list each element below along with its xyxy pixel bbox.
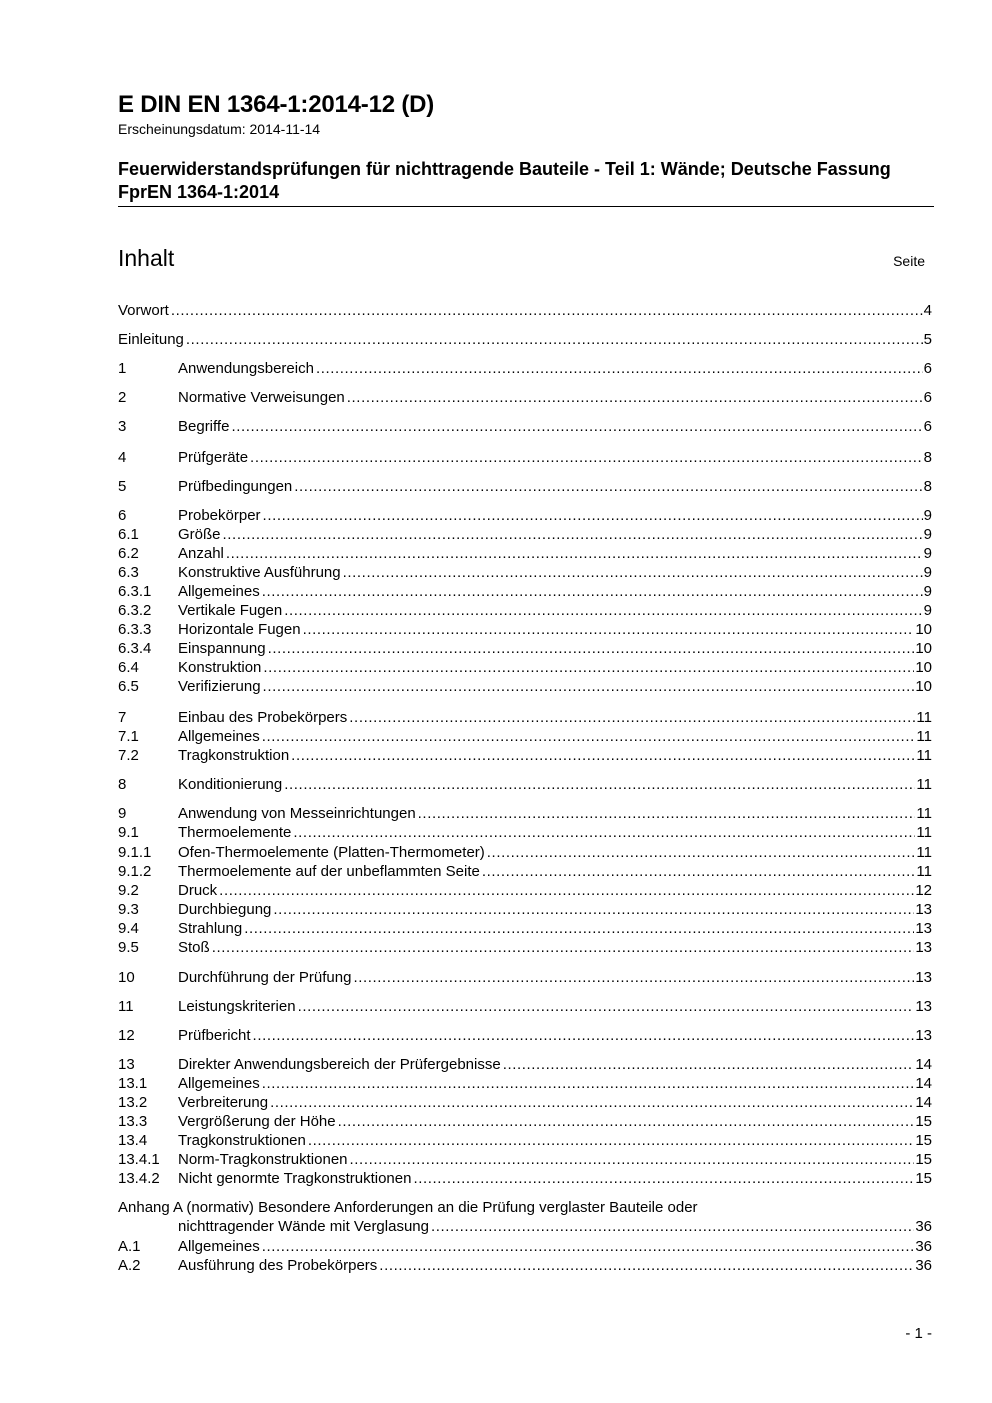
toc-entry[interactable] — [118, 582, 932, 601]
toc-entry-page: 12 — [915, 882, 932, 899]
toc-entry-page: 14 — [915, 1056, 932, 1073]
toc-entry-page: 11 — [916, 805, 932, 822]
toc-entry-page: 10 — [915, 659, 932, 676]
toc-leader-dots — [262, 727, 916, 746]
toc-leader-dots — [244, 919, 914, 938]
toc-entry-title: Ofen-Thermoelemente (Platten-Thermometer) — [178, 844, 485, 861]
toc-entry[interactable] — [118, 563, 932, 582]
toc-entry[interactable] — [118, 900, 932, 919]
toc-entry[interactable] — [118, 1217, 932, 1236]
toc-entry[interactable] — [118, 620, 932, 639]
toc-entry-title: Durchbiegung — [178, 901, 272, 918]
toc-entry-title: Thermoelemente — [178, 824, 292, 841]
toc-entry[interactable] — [118, 330, 932, 349]
toc-leader-dots — [338, 1112, 915, 1131]
toc-entry-page: 13 — [915, 901, 932, 918]
toc-leader-dots — [293, 823, 915, 842]
toc-entry-number: 9.1.2 — [118, 863, 152, 880]
toc-entry-page: 36 — [915, 1257, 932, 1274]
toc-leader-dots — [503, 1055, 915, 1074]
toc-leader-dots — [263, 658, 914, 677]
toc-entry[interactable] — [118, 448, 932, 467]
toc-entry-title: Einbau des Probekörpers — [178, 709, 348, 726]
toc-entry[interactable] — [118, 1169, 932, 1188]
toc-entry-number: 6.3 — [118, 564, 139, 581]
document-title: E DIN EN 1364-1:2014-12 (D) — [118, 91, 435, 118]
toc-entry-page: 9 — [923, 602, 932, 619]
toc-entry-page: 11 — [916, 844, 932, 861]
toc-leader-dots — [347, 388, 923, 407]
toc-entry-title: Verifizierung — [178, 678, 261, 695]
toc-entry-page: 15 — [915, 1151, 932, 1168]
toc-entry[interactable] — [118, 525, 932, 544]
toc-entry[interactable] — [118, 919, 932, 938]
toc-annex-title: Anhang A (normativ) Besondere Anforderungen an die Prüfung verglaster Bauteile oder — [118, 1199, 698, 1216]
toc-entry-title: Probekörper — [178, 507, 261, 524]
toc-entry-title: Leistungskriterien — [178, 998, 296, 1015]
header-divider — [118, 206, 934, 207]
toc-leader-dots — [353, 968, 914, 987]
toc-leader-dots — [250, 448, 923, 467]
toc-leader-dots — [487, 843, 916, 862]
toc-entry-page: 11 — [916, 728, 932, 745]
toc-entry-title: Konstruktion — [178, 659, 262, 676]
toc-annex-heading[interactable] — [118, 1198, 932, 1217]
toc-entry-title: Tragkonstruktion — [178, 747, 290, 764]
toc-entry-number: 12 — [118, 1027, 135, 1044]
toc-entry[interactable] — [118, 601, 932, 620]
toc-entry[interactable] — [118, 417, 932, 436]
toc-entry-number: 6 — [118, 507, 127, 524]
toc-entry-page: 15 — [915, 1170, 932, 1187]
toc-entry[interactable] — [118, 677, 932, 696]
toc-entry-number: 13.1 — [118, 1075, 148, 1092]
toc-leader-dots — [418, 804, 916, 823]
toc-entry-page: 6 — [923, 418, 932, 435]
toc-leader-dots — [291, 746, 915, 765]
toc-entry-number: 13.4.1 — [118, 1151, 160, 1168]
toc-entry-page: 14 — [915, 1094, 932, 1111]
toc-entry-number: 6.3.2 — [118, 602, 152, 619]
toc-leader-dots — [284, 601, 922, 620]
toc-entry-page: 10 — [915, 621, 932, 638]
toc-entry-title: Allgemeines — [178, 583, 260, 600]
toc-entry[interactable] — [118, 301, 932, 320]
toc-entry-title: Nicht genormte Tragkonstruktionen — [178, 1170, 412, 1187]
toc-entry[interactable] — [118, 746, 932, 765]
toc-entry-title: Konditionierung — [178, 776, 283, 793]
toc-entry-page: 5 — [923, 331, 932, 348]
toc-leader-dots — [298, 997, 915, 1016]
toc-entry[interactable] — [118, 823, 932, 842]
toc-leader-dots — [219, 881, 914, 900]
toc-entry-number: 4 — [118, 449, 127, 466]
toc-entry-number: 7 — [118, 709, 127, 726]
toc-entry[interactable] — [118, 938, 932, 957]
toc-leader-dots — [186, 330, 923, 349]
toc-leader-dots — [212, 938, 915, 957]
toc-entry-number: 9.1 — [118, 824, 139, 841]
toc-entry[interactable] — [118, 727, 932, 746]
toc-entry-number: 6.4 — [118, 659, 139, 676]
toc-entry[interactable] — [118, 1131, 932, 1150]
toc-entry-number: 9.4 — [118, 920, 139, 937]
toc-entry-page: 8 — [923, 478, 932, 495]
toc-entry[interactable] — [118, 1074, 932, 1093]
toc-entry-title: Allgemeines — [178, 728, 260, 745]
toc-leader-dots — [413, 1169, 914, 1188]
toc-entry-page: 13 — [915, 998, 932, 1015]
toc-entry[interactable] — [118, 843, 932, 862]
toc-entry-title: Vertikale Fugen — [178, 602, 283, 619]
toc-entry-number: 6.2 — [118, 545, 139, 562]
toc-entry-page: 13 — [915, 969, 932, 986]
toc-entry-title: Normative Verweisungen — [178, 389, 345, 406]
toc-entry[interactable] — [118, 862, 932, 881]
toc-entry-number: 7.1 — [118, 728, 139, 745]
toc-entry[interactable] — [118, 775, 932, 794]
toc-entry-page: 9 — [923, 564, 932, 581]
toc-entry-page: 6 — [923, 360, 932, 377]
toc-leader-dots — [284, 775, 915, 794]
toc-entry-title: Horizontale Fugen — [178, 621, 301, 638]
toc-leader-dots — [316, 359, 923, 378]
toc-entry-page: 11 — [916, 776, 932, 793]
toc-entry-title: Einspannung — [178, 640, 266, 657]
toc-entry-title: Verbreiterung — [178, 1094, 269, 1111]
toc-entry[interactable] — [118, 804, 932, 823]
toc-entry-number: 13.4 — [118, 1132, 148, 1149]
toc-leader-dots — [379, 1256, 914, 1275]
toc-leader-dots — [171, 301, 923, 320]
toc-entry-number: 1 — [118, 360, 127, 377]
toc-leader-dots — [343, 563, 923, 582]
toc-entry-page: 36 — [915, 1218, 932, 1235]
toc-entry-page: 9 — [923, 545, 932, 562]
toc-entry-page: 11 — [916, 709, 932, 726]
toc-entry-title: Anzahl — [178, 545, 224, 562]
toc-entry[interactable] — [118, 997, 932, 1016]
toc-entry-title: Strahlung — [178, 920, 243, 937]
toc-entry-title: Prüfbericht — [178, 1027, 251, 1044]
toc-entry[interactable] — [118, 1256, 932, 1275]
toc-leader-dots — [308, 1131, 914, 1150]
toc-entry-number: 11 — [118, 998, 134, 1015]
toc-entry-number: 10 — [118, 969, 135, 986]
toc-entry-page: 6 — [923, 389, 932, 406]
toc-entry[interactable] — [118, 544, 932, 563]
toc-leader-dots — [294, 477, 922, 496]
toc-entry-title: Allgemeines — [178, 1238, 260, 1255]
toc-entry-page: 15 — [915, 1132, 932, 1149]
toc-entry-number: 9.5 — [118, 939, 139, 956]
toc-entry[interactable] — [118, 359, 932, 378]
toc-entry-number: 6.3.4 — [118, 640, 152, 657]
toc-entry-number: 9.3 — [118, 901, 139, 918]
toc-leader-dots — [263, 677, 915, 696]
toc-leader-dots — [226, 544, 923, 563]
toc-leader-dots — [268, 639, 915, 658]
toc-leader-dots — [223, 525, 923, 544]
toc-entry[interactable] — [118, 658, 932, 677]
toc-entry-number: A.1 — [118, 1238, 141, 1255]
toc-entry-page: 10 — [915, 640, 932, 657]
toc-entry-number — [118, 1217, 178, 1236]
toc-entry-title: Prüfbedingungen — [178, 478, 293, 495]
toc-entry-title: Vorwort — [118, 302, 169, 319]
toc-leader-dots — [350, 1150, 915, 1169]
toc-heading: Inhalt — [118, 245, 175, 271]
toc-entry-number: 13.3 — [118, 1113, 148, 1130]
toc-entry-number: 7.2 — [118, 747, 139, 764]
toc-entry-number: A.2 — [118, 1257, 141, 1274]
toc-leader-dots — [262, 1074, 915, 1093]
toc-entry-page: 10 — [915, 678, 932, 695]
toc-leader-dots — [262, 1237, 915, 1256]
toc-entry-number: 9.2 — [118, 882, 139, 899]
toc-entry[interactable] — [118, 639, 932, 658]
toc-entry-page: 13 — [915, 1027, 932, 1044]
toc-entry-title: Einleitung — [118, 331, 184, 348]
toc-entry-title: Prüfgeräte — [178, 449, 249, 466]
toc-entry-title: Durchführung der Prüfung — [178, 969, 352, 986]
toc-leader-dots — [482, 862, 916, 881]
toc-entry-number: 13.4.2 — [118, 1170, 160, 1187]
toc-entry-number: 8 — [118, 776, 127, 793]
toc-entry-title: Norm-Tragkonstruktionen — [178, 1151, 348, 1168]
toc-entry-number: 13 — [118, 1056, 135, 1073]
toc-entry-title: Allgemeines — [178, 1075, 260, 1092]
toc-leader-dots — [431, 1217, 914, 1236]
toc-entry[interactable] — [118, 708, 932, 727]
toc-entry-title: Thermoelemente auf der unbeflammten Seite — [178, 863, 480, 880]
toc-entry-number: 2 — [118, 389, 127, 406]
toc-entry[interactable] — [118, 388, 932, 407]
toc-entry-page: 36 — [915, 1238, 932, 1255]
toc-entry-number: 6.5 — [118, 678, 139, 695]
toc-entry[interactable] — [118, 1150, 932, 1169]
toc-entry-page: 11 — [916, 747, 932, 764]
toc-entry-title: Begriffe — [178, 418, 230, 435]
toc-entry-title: Tragkonstruktionen — [178, 1132, 306, 1149]
toc-leader-dots — [270, 1093, 914, 1112]
toc-leader-dots — [253, 1026, 915, 1045]
toc-leader-dots — [262, 582, 923, 601]
document-subtitle: Feuerwiderstandsprüfungen für nichttragende Bauteile - Teil 1: Wände; Deutsche Fassung FprEN 1364-1:2014 — [118, 159, 891, 202]
toc-entry-number: 3 — [118, 418, 127, 435]
toc-leader-dots — [303, 620, 915, 639]
toc-entry-title: Direkter Anwendungsbereich der Prüfergebnisse — [178, 1056, 501, 1073]
toc-leader-dots — [231, 417, 922, 436]
toc-entry-title: Vergrößerung der Höhe — [178, 1113, 336, 1130]
toc-entry-number: 6.1 — [118, 526, 139, 543]
toc-entry-page: 15 — [915, 1113, 932, 1130]
toc-entry[interactable] — [118, 881, 932, 900]
toc-entry[interactable] — [118, 1093, 932, 1112]
toc-entry-title: Konstruktive Ausführung — [178, 564, 341, 581]
toc-leader-dots — [349, 708, 915, 727]
toc-leader-dots — [273, 900, 914, 919]
page-number: - 1 - — [905, 1325, 932, 1342]
toc-entry[interactable] — [118, 1055, 932, 1074]
toc-entry-title: Ausführung des Probekörpers — [178, 1257, 378, 1274]
toc-entry-number: 6.3.3 — [118, 621, 152, 638]
toc-entry[interactable] — [118, 1026, 932, 1045]
toc-entry-page: 9 — [923, 583, 932, 600]
toc-entry-number: 9 — [118, 805, 127, 822]
toc-entry-page: 13 — [915, 920, 932, 937]
toc-entry[interactable] — [118, 477, 932, 496]
toc-entry-number: 5 — [118, 478, 127, 495]
toc-entry-number: 13.2 — [118, 1094, 148, 1111]
toc-entry-title: nichttragender Wände mit Verglasung — [178, 1218, 429, 1235]
toc-entry-page: 9 — [923, 507, 932, 524]
toc-entry-page: 8 — [923, 449, 932, 466]
toc-entry-page: 13 — [915, 939, 932, 956]
toc-entry-title: Anwendung von Messeinrichtungen — [178, 805, 416, 822]
toc-entry-page: 11 — [916, 824, 932, 841]
toc-entry[interactable] — [118, 506, 932, 525]
toc-entry-page: 4 — [923, 302, 932, 319]
publication-date: Erscheinungsdatum: 2014-11-14 — [118, 121, 321, 137]
toc-entry-number: 9.1.1 — [118, 844, 152, 861]
toc-page-column-label: Seite — [893, 253, 925, 269]
toc-entry-number: 6.3.1 — [118, 583, 152, 600]
toc-entry-title: Größe — [178, 526, 221, 543]
toc-entry-page: 11 — [916, 863, 932, 880]
toc-entry-page: 14 — [915, 1075, 932, 1092]
toc-entry-title: Druck — [178, 882, 218, 899]
toc-entry[interactable] — [118, 968, 932, 987]
toc-entry-title: Anwendungsbereich — [178, 360, 314, 377]
toc-entry-title: Stoß — [178, 939, 210, 956]
toc-entry-page: 9 — [923, 526, 932, 543]
toc-entry[interactable] — [118, 1112, 932, 1131]
toc-entry[interactable] — [118, 1237, 932, 1256]
toc-leader-dots — [263, 506, 923, 525]
